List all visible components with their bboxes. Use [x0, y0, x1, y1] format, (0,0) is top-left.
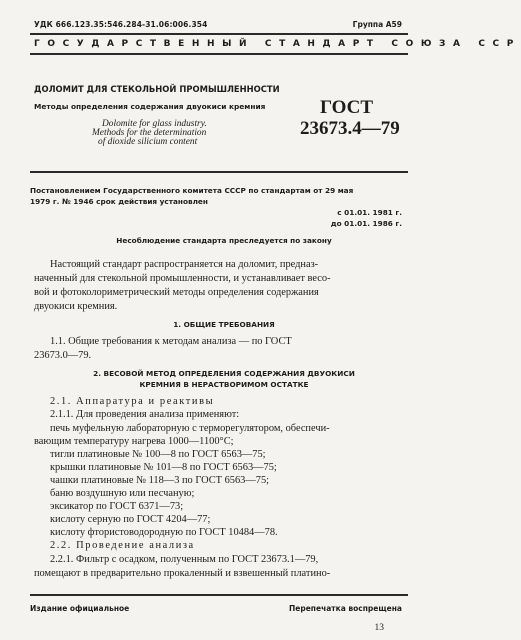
header-rule [30, 53, 408, 55]
title-en-line: Dolomite for glass industry. [102, 119, 207, 129]
intro-line: Настоящий стандарт распространяется на доломит, предназ- [50, 259, 319, 270]
udk-code: УДК 666.123.35:546.284-31.06:006.354 [34, 20, 208, 29]
gost-label: ГОСТ [320, 97, 374, 118]
section2-line: кислоту фтористоводородную по ГОСТ 10484—78. [50, 527, 278, 538]
intro-line: двуокиси кремния. [34, 301, 118, 312]
section2-heading: КРЕМНИЯ В НЕРАСТВОРИМОМ ОСТАТКЕ [139, 380, 309, 389]
title-en-line: of dioxide silicium content [98, 137, 198, 147]
legal-warning: Несоблюдение стандарта преследуется по закону [116, 236, 332, 245]
section1-line: 1.1. Общие требования к методам анализа — по ГОСТ [50, 336, 292, 347]
section2-line: эксикатор по ГОСТ 6371—73; [50, 501, 184, 512]
section2-line: помещают в предварительно прокаленный и взвешенный платино- [34, 568, 331, 579]
section2-line: 2.2. Проведение анализа [50, 540, 195, 551]
page-number: 13 [374, 623, 384, 633]
title-ru-sub: Методы определения содержания двуокиси кремния [34, 102, 266, 111]
section1-line: 23673.0—79. [34, 350, 92, 361]
section2-line: 2.1. Аппаратура и реактивы [50, 396, 215, 407]
group-code: Группа А59 [352, 20, 402, 29]
section2-heading: 2. ВЕСОВОЙ МЕТОД ОПРЕДЕЛЕНИЯ СОДЕРЖАНИЯ ДВУОКИСИ [93, 369, 355, 378]
title-en-line: Methods for the determination [92, 128, 207, 138]
decree-line: Постановлением Государственного комитета СССР по стандартам от 29 мая [30, 186, 354, 195]
title-ru-main: ДОЛОМИТ ДЛЯ СТЕКОЛЬНОЙ ПРОМЫШЛЕННОСТИ [34, 84, 280, 94]
top-rule [30, 33, 408, 35]
section2-line: тигли платиновые № 100—8 по ГОСТ 6563—75; [50, 449, 266, 460]
section1-heading: 1. ОБЩИЕ ТРЕБОВАНИЯ [173, 320, 275, 329]
section2-line: кислоту серную по ГОСТ 4204—77; [50, 514, 211, 525]
standard-name: ГОСУДАРСТВЕННЫЙ СТАНДАРТ СОЮЗА ССР [34, 39, 521, 49]
decree-line: 1979 г. № 1946 срок действия установлен [30, 197, 208, 206]
intro-line: вой и фотоколориметрический методы определения содержания [34, 287, 319, 298]
gost-number: 23673.4—79 [300, 118, 400, 139]
date-to: до 01.01. 1986 г. [330, 219, 402, 228]
section2-line: баню воздушную или песчаную; [50, 488, 195, 499]
section2-line: печь муфельную лабораторную с терморегулятором, обеспечи- [50, 423, 330, 434]
section2-line: крышки платиновые № 101—8 по ГОСТ 6563—75; [50, 462, 277, 473]
section2-line: вающим температуру нагрева 1000—1100°С; [34, 436, 234, 447]
edition-note: Издание официальное [30, 604, 130, 613]
section2-line: 2.2.1. Фильтр с осадком, полученным по ГОСТ 23673.1—79, [50, 554, 319, 565]
intro-line: наченный для стекольной промышленности, и устанавливает весо- [34, 273, 331, 284]
title-rule [30, 171, 408, 173]
section2-line: чашки платиновые № 118—3 по ГОСТ 6563—75; [50, 475, 270, 486]
reprint-note: Перепечатка воспрещена [288, 604, 402, 613]
footer-rule [30, 594, 408, 596]
date-from: с 01.01. 1981 г. [337, 208, 402, 217]
section2-line: 2.1.1. Для проведения анализа применяют: [50, 409, 240, 420]
